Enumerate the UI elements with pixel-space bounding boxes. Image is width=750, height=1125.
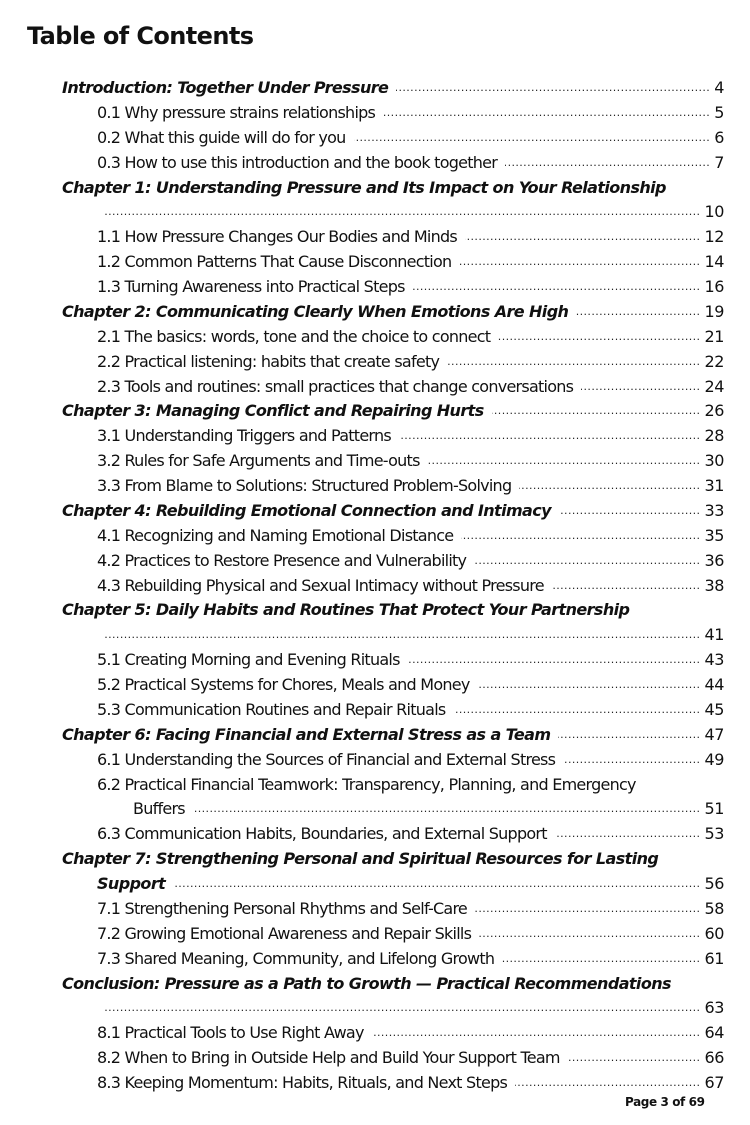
toc-line <box>62 1071 724 1096</box>
toc-line <box>62 698 724 723</box>
toc-entry-title: Chapter 7: Strengthening Personal and Spiritual Resources for Lasting <box>62 849 659 869</box>
toc-line <box>62 101 724 126</box>
page-title: Table of Contents <box>27 22 254 50</box>
toc-page-number: 58 <box>704 898 724 918</box>
toc-line <box>62 325 724 350</box>
toc-entry-title: 8.2 When to Bring in Outside Help and Build Your Support Team <box>97 1048 560 1068</box>
toc-section-entry[interactable] <box>62 1046 724 1071</box>
toc-page-number: 53 <box>704 824 724 844</box>
dot-leader <box>465 225 700 250</box>
toc-line <box>62 574 724 599</box>
toc-section-entry[interactable] <box>62 673 724 698</box>
toc-section-entry[interactable] <box>62 350 724 375</box>
toc-line <box>62 424 724 449</box>
dot-leader <box>383 101 710 126</box>
toc-page-number: 33 <box>704 500 724 520</box>
table-of-contents <box>62 76 724 1096</box>
toc-entry-title: Chapter 1: Understanding Pressure and Its Impact on Your Relationship <box>62 177 666 197</box>
dot-leader <box>396 76 710 101</box>
toc-section-entry[interactable] <box>62 225 724 250</box>
toc-page-number: 6 <box>714 127 724 147</box>
toc-chapter-entry[interactable] <box>62 300 724 325</box>
toc-section-entry[interactable] <box>62 275 724 300</box>
toc-section-entry[interactable] <box>62 1071 724 1096</box>
toc-section-entry[interactable] <box>62 698 724 723</box>
toc-chapter-entry[interactable] <box>62 176 724 226</box>
toc-page-number: 4 <box>714 78 724 97</box>
toc-entry-title: Chapter 4: Rebuilding Emotional Connection and Intimacy <box>62 500 551 520</box>
toc-page-number: 43 <box>704 650 724 670</box>
toc-entry-title: 1.3 Turning Awareness into Practical Steps <box>97 277 405 296</box>
toc-line <box>62 648 724 673</box>
toc-section-entry[interactable] <box>62 947 724 972</box>
toc-page-number: 22 <box>704 351 724 371</box>
toc-entry-title: 8.1 Practical Tools to Use Right Away <box>97 1023 364 1043</box>
toc-section-entry[interactable] <box>62 1021 724 1046</box>
toc-line <box>62 773 724 798</box>
toc-line <box>62 947 724 972</box>
dot-leader <box>105 623 700 648</box>
toc-line <box>62 598 724 623</box>
toc-line <box>62 499 724 524</box>
toc-line <box>62 822 724 847</box>
toc-page-number: 21 <box>704 326 724 346</box>
toc-entry-title: 5.3 Communication Routines and Repair Rituals <box>97 699 446 719</box>
toc-page-number: 31 <box>704 476 724 495</box>
toc-entry-title: 0.1 Why pressure strains relationships <box>97 102 376 122</box>
toc-line <box>62 1046 724 1071</box>
toc-line <box>62 872 724 897</box>
toc-page-number: 44 <box>704 675 724 694</box>
dot-leader <box>505 151 710 176</box>
dot-leader <box>552 574 701 599</box>
toc-line <box>62 623 724 648</box>
dot-leader <box>558 723 700 748</box>
toc-line <box>62 847 724 872</box>
toc-line <box>62 375 724 400</box>
toc-line <box>62 176 724 201</box>
dot-leader <box>568 1046 701 1071</box>
dot-leader <box>173 872 700 897</box>
toc-page-number: 47 <box>704 724 724 744</box>
toc-section-entry[interactable] <box>62 574 724 599</box>
toc-entry-title: 3.2 Rules for Safe Arguments and Time-outs <box>97 451 420 471</box>
toc-section-entry[interactable] <box>62 524 724 549</box>
dot-leader <box>475 897 700 922</box>
toc-page-number: 66 <box>704 1048 724 1068</box>
toc-page-number: 24 <box>704 376 724 396</box>
toc-entry-title: Chapter 2: Communicating Clearly When Emotions Are High <box>62 301 569 321</box>
dot-leader <box>498 325 700 350</box>
toc-entry-title: 1.1 How Pressure Changes Our Bodies and Minds <box>97 227 457 247</box>
toc-line <box>62 449 724 474</box>
toc-page-number: 61 <box>704 948 724 968</box>
toc-page-number: 36 <box>704 550 724 570</box>
dot-leader <box>563 748 700 773</box>
toc-section-entry[interactable] <box>62 325 724 350</box>
toc-page-number: 16 <box>704 277 724 296</box>
toc-entry-title: 7.1 Strengthening Personal Rhythms and Self-Care <box>97 898 468 918</box>
dot-leader <box>447 350 700 375</box>
dot-leader <box>479 922 700 947</box>
toc-entry-title: 0.3 How to use this introduction and the book together <box>97 152 498 172</box>
toc-entry-title: Chapter 6: Facing Financial and External Stress as a Team <box>62 724 551 744</box>
toc-line <box>62 996 724 1021</box>
dot-leader <box>408 648 701 673</box>
toc-section-entry[interactable] <box>62 250 724 275</box>
toc-section-entry[interactable] <box>62 126 724 151</box>
toc-line <box>62 300 724 325</box>
toc-entry-title: 2.2 Practical listening: habits that create safety <box>97 351 440 371</box>
toc-line <box>62 748 724 773</box>
dot-leader <box>105 200 700 225</box>
toc-page-number: 45 <box>704 699 724 719</box>
dot-leader <box>354 126 711 151</box>
toc-entry-title: 2.3 Tools and routines: small practices that change conversations <box>97 376 574 396</box>
dot-leader <box>576 300 700 325</box>
toc-section-entry[interactable] <box>62 549 724 574</box>
toc-entry-title: Introduction: Together Under Pressure <box>62 78 389 97</box>
toc-page-number: 14 <box>704 252 724 272</box>
toc-chapter-entry[interactable] <box>62 972 724 1022</box>
toc-page-number: 26 <box>704 401 724 421</box>
toc-chapter-entry[interactable] <box>62 598 724 648</box>
toc-section-entry[interactable] <box>62 151 724 176</box>
toc-section-entry[interactable] <box>62 897 724 922</box>
dot-leader <box>105 996 700 1021</box>
toc-section-entry[interactable] <box>62 424 724 449</box>
dot-leader <box>399 424 701 449</box>
toc-line <box>62 922 724 947</box>
toc-entry-title: 7.2 Growing Emotional Awareness and Repair Skills <box>97 923 472 943</box>
dot-leader <box>492 399 701 424</box>
toc-page-number: 67 <box>704 1073 724 1092</box>
toc-entry-title: 3.3 From Blame to Solutions: Structured Problem-Solving <box>97 476 512 495</box>
toc-page-number: 38 <box>704 575 724 595</box>
toc-page-number: 35 <box>704 525 724 545</box>
toc-entry-title: 0.2 What this guide will do for you <box>97 127 346 147</box>
toc-section-entry[interactable] <box>62 449 724 474</box>
toc-line <box>62 1021 724 1046</box>
toc-page-number: 10 <box>704 202 724 222</box>
dot-leader <box>459 250 700 275</box>
toc-entry-title: Conclusion: Pressure as a Path to Growth — Practical Recommendations <box>62 973 671 993</box>
toc-entry-title: Chapter 5: Daily Habits and Routines That Protect Your Partnership <box>62 600 630 620</box>
toc-page-number: 51 <box>704 799 724 819</box>
dot-leader <box>559 499 700 524</box>
toc-entry-title: 2.1 The basics: words, tone and the choice to connect <box>97 326 491 346</box>
toc-line <box>62 549 724 574</box>
toc-chapter-entry[interactable] <box>62 723 724 748</box>
toc-line <box>62 797 724 822</box>
toc-page-number: 56 <box>704 874 724 893</box>
toc-entry-title: 4.1 Recognizing and Naming Emotional Distance <box>97 525 454 545</box>
toc-section-entry[interactable] <box>62 648 724 673</box>
toc-section-entry[interactable] <box>62 822 724 847</box>
toc-section-entry[interactable] <box>62 375 724 400</box>
toc-line <box>62 897 724 922</box>
toc-page-number: 19 <box>704 301 724 321</box>
toc-entry-title: 6.1 Understanding the Sources of Financial and External Stress <box>97 749 556 769</box>
toc-line <box>62 524 724 549</box>
toc-line <box>62 225 724 250</box>
dot-leader <box>413 275 701 300</box>
toc-line <box>62 972 724 997</box>
toc-entry-title: 4.3 Rebuilding Physical and Sexual Intimacy without Pressure <box>97 575 544 595</box>
toc-line <box>62 399 724 424</box>
dot-leader <box>454 698 701 723</box>
toc-page-number: 7 <box>714 152 724 172</box>
dot-leader <box>428 449 701 474</box>
toc-chapter-entry[interactable] <box>62 76 724 101</box>
toc-page-number: 41 <box>704 625 724 645</box>
toc-section-entry[interactable] <box>62 101 724 126</box>
dot-leader <box>581 375 700 400</box>
toc-entry-title: 8.3 Keeping Momentum: Habits, Rituals, and Next Steps <box>97 1073 508 1092</box>
toc-chapter-entry[interactable] <box>62 499 724 524</box>
toc-line <box>62 76 724 101</box>
dot-leader <box>474 549 700 574</box>
dot-leader <box>515 1071 700 1096</box>
dot-leader <box>555 822 701 847</box>
toc-line <box>62 126 724 151</box>
toc-page-number: 5 <box>714 102 724 122</box>
toc-entry-title: 7.3 Shared Meaning, Community, and Lifelong Growth <box>97 948 495 968</box>
toc-entry-title: 6.3 Communication Habits, Boundaries, and External Support <box>97 824 547 844</box>
toc-line <box>62 151 724 176</box>
dot-leader <box>519 474 700 499</box>
toc-line <box>62 275 724 300</box>
toc-page-number: 30 <box>704 451 724 471</box>
toc-section-entry[interactable] <box>62 922 724 947</box>
dot-leader <box>478 673 701 698</box>
toc-entry-title: 1.2 Common Patterns That Cause Disconnection <box>97 252 452 272</box>
toc-entry-title: 5.2 Practical Systems for Chores, Meals and Money <box>97 675 470 694</box>
toc-line <box>62 200 724 225</box>
toc-entry-title: Chapter 3: Managing Conflict and Repairing Hurts <box>62 401 484 421</box>
toc-chapter-entry[interactable] <box>62 847 724 897</box>
toc-page-number: 60 <box>704 923 724 943</box>
toc-line <box>62 350 724 375</box>
toc-entry-title: 4.2 Practices to Restore Presence and Vulnerability <box>97 550 467 570</box>
toc-entry-title: 5.1 Creating Morning and Evening Rituals <box>97 650 400 670</box>
toc-page-number: 64 <box>704 1023 724 1043</box>
dot-leader <box>193 797 701 822</box>
toc-page-number: 12 <box>704 227 724 247</box>
dot-leader <box>461 524 700 549</box>
toc-entry-title: Buffers <box>133 799 185 819</box>
toc-entry-title: 6.2 Practical Financial Teamwork: Transparency, Planning, and Emergency <box>97 774 636 794</box>
toc-line <box>62 723 724 748</box>
toc-section-entry[interactable] <box>62 748 724 773</box>
toc-section-entry[interactable] <box>62 474 724 499</box>
toc-line <box>62 474 724 499</box>
toc-page-number: 49 <box>704 749 724 769</box>
toc-entry-title: Support <box>97 874 166 893</box>
dot-leader <box>502 947 700 972</box>
dot-leader <box>372 1021 701 1046</box>
toc-line <box>62 250 724 275</box>
toc-chapter-entry[interactable] <box>62 399 724 424</box>
toc-line <box>62 673 724 698</box>
toc-page-number: 28 <box>704 426 724 446</box>
toc-entry-title: 3.1 Understanding Triggers and Patterns <box>97 426 391 446</box>
toc-page-number: 63 <box>704 998 724 1018</box>
toc-section-entry[interactable] <box>62 773 724 823</box>
page-number-footer: Page 3 of 69 <box>625 1095 705 1109</box>
